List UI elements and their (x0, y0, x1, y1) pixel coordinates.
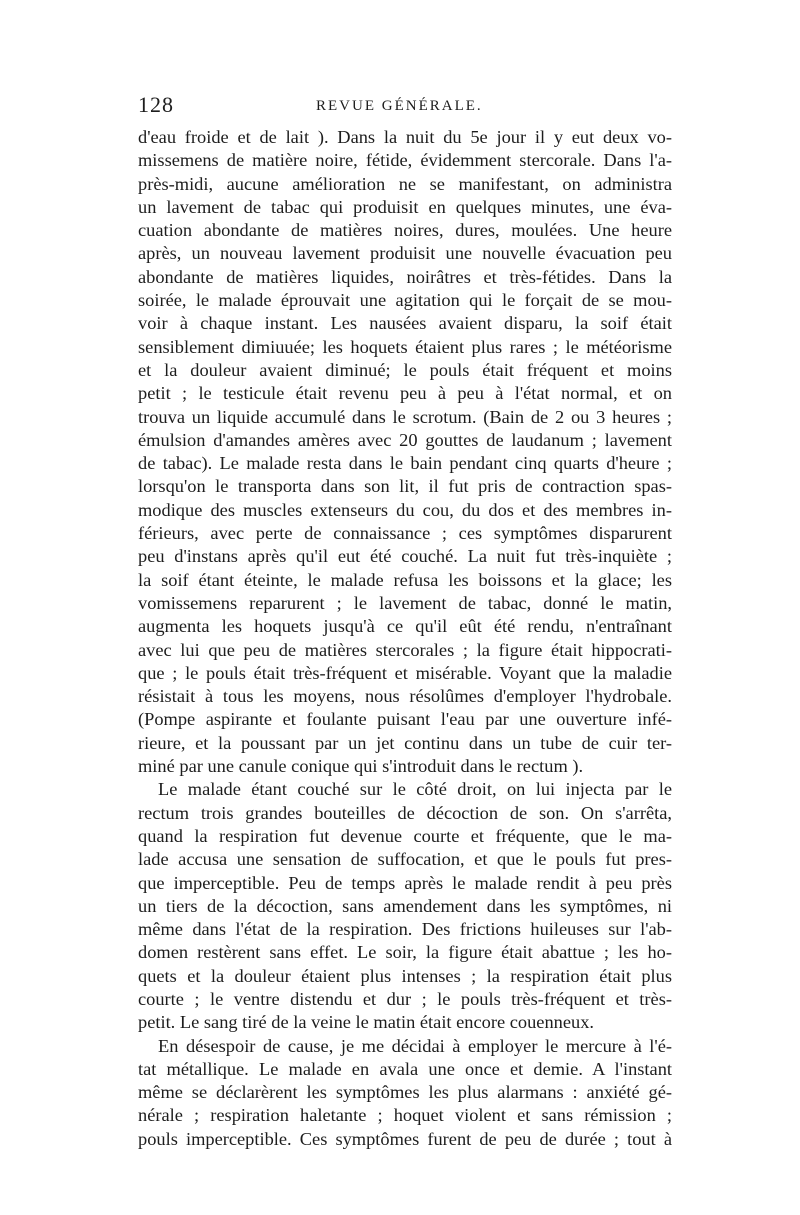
text-line: nérale ; respiration haletante ; hoquet violent et sans rémission ; (138, 1105, 672, 1126)
text-line: trouva un liquide accumulé dans le scrotum. (Bain de 2 ou 3 heures ; (138, 406, 672, 427)
text-line: peu d'instans après qu'il eut été couché. La nuit fut très-inquiète ; (138, 546, 672, 567)
text-line: que imperceptible. Peu de temps après le malade rendit à peu près (138, 872, 672, 893)
text-line: (Pompe aspirante et foulante puisant l'eau par une ouverture infé- (138, 709, 672, 730)
text-line: missemens de matière noire, fétide, évidemment stercorale. Dans l'a- (138, 150, 672, 171)
text-line: modique des muscles extenseurs du cou, du dos et des membres in- (138, 499, 672, 520)
text-line: après, un nouveau lavement produisit une nouvelle évacuation peu (138, 243, 672, 264)
text-line: férieurs, avec perte de connaissance ; ces symptômes disparurent (138, 523, 672, 544)
text-line: et la douleur avaient diminué; le pouls était fréquent et moins (138, 359, 672, 380)
text-line: cuation abondante de matières noires, dures, moulées. Une heure (138, 220, 672, 241)
text-line: rieure, et la poussant par un jet continu dans un tube de cuir ter- (138, 732, 672, 753)
text-line: rectum trois grandes bouteilles de décoction de son. On s'arrêta, (138, 802, 672, 823)
text-line: En désespoir de cause, je me décidai à employer le mercure à l'é- (158, 1035, 672, 1056)
text-line: même se déclarèrent les symptômes les plus alarmans : anxiété gé- (138, 1082, 672, 1103)
text-line: quets et la douleur étaient plus intenses ; la respiration était plus (138, 965, 672, 986)
text-line: pouls imperceptible. Ces symptômes furent de peu de durée ; tout à (138, 1128, 672, 1149)
text-line: un tiers de la décoction, sans amendement dans les symptômes, ni (138, 895, 672, 916)
text-line: petit ; le testicule était revenu peu à peu à l'état normal, et on (138, 383, 672, 404)
text-line: résistait à tous les moyens, nous résolûmes d'employer l'hydrobale. (138, 686, 672, 707)
text-line: la soif étant éteinte, le malade refusa les boissons et la glace; les (138, 569, 672, 590)
text-line: miné par une canule conique qui s'introduit dans le rectum ). (138, 756, 584, 777)
running-title: REVUE GÉNÉRALE. (316, 98, 483, 114)
running-head (138, 92, 672, 118)
text-line: lorsqu'on le transporta dans son lit, il fut pris de contraction spas- (138, 476, 672, 497)
text-line: voir à chaque instant. Les nausées avaient disparu, la soif était (138, 313, 672, 334)
text-line: que ; le pouls était très-fréquent et misérable. Voyant que la maladie (138, 662, 672, 683)
text-line: soirée, le malade éprouvait une agitation qui le forçait de se mou- (138, 290, 672, 311)
text-line: tat métallique. Le malade en avala une once et demie. A l'instant (138, 1058, 672, 1079)
text-line: domen restèrent sans effet. Le soir, la figure était abattue ; les ho- (138, 942, 672, 963)
text-line: même dans l'état de la respiration. Des frictions huileuses sur l'ab- (138, 919, 672, 940)
text-line: abondante de matières liquides, noirâtres et très-fétides. Dans la (138, 266, 672, 287)
text-line: Le malade étant couché sur le côté droit, on lui injecta par le (158, 779, 672, 800)
text-line: vomissemens reparurent ; le lavement de tabac, donné le matin, (138, 592, 672, 613)
text-line: sensiblement dimiuuée; les hoquets étaient plus rares ; le météorisme (138, 336, 672, 357)
text-line: augmenta les hoquets jusqu'à ce qu'il eût été rendu, n'entraînant (138, 616, 672, 637)
text-line: d'eau froide et de lait ). Dans la nuit du 5e jour il y eut deux vo- (138, 127, 672, 147)
body-text (138, 126, 672, 1149)
page-number: 128 (138, 92, 174, 117)
text-line: petit. Le sang tiré de la veine le matin était encore couenneux. (138, 1012, 594, 1033)
text-line: de tabac). Le malade resta dans le bain pendant cinq quarts d'heure ; (138, 453, 672, 474)
text-line: courte ; le ventre distendu et dur ; le pouls très-fréquent et très- (138, 988, 672, 1009)
text-line: quand la respiration fut devenue courte et fréquente, que le ma- (138, 825, 672, 846)
text-line: émulsion d'amandes amères avec 20 gouttes de laudanum ; lavement (138, 429, 672, 450)
text-line: un lavement de tabac qui produisit en quelques minutes, une éva- (138, 196, 672, 217)
text-line: lade accusa une sensation de suffocation, et que le pouls fut pres- (138, 849, 672, 870)
text-line: près-midi, aucune amélioration ne se manifestant, on administra (138, 173, 672, 194)
text-line: avec lui que peu de matières stercorales ; la figure était hippocrati- (138, 639, 672, 660)
